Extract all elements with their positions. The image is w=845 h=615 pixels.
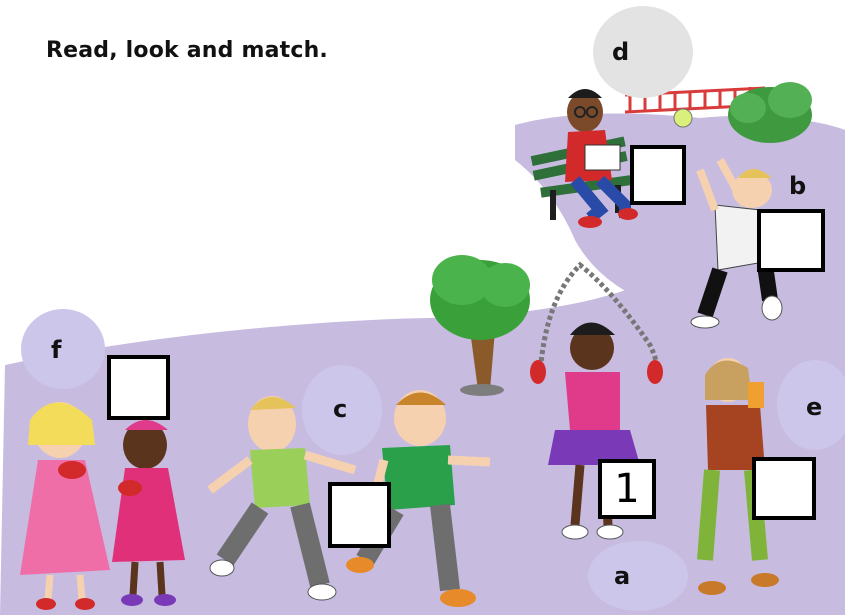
- bush-icon: [728, 82, 812, 143]
- label-d: d: [612, 38, 630, 66]
- answer-box-a[interactable]: 1: [598, 459, 656, 519]
- answer-box-c[interactable]: [328, 482, 391, 548]
- label-e: e: [806, 393, 823, 421]
- answer-box-b[interactable]: [757, 209, 825, 272]
- label-b: b: [789, 172, 807, 200]
- instruction-text: Read, look and match.: [46, 38, 328, 63]
- bubble-f: [21, 309, 105, 389]
- answer-box-d[interactable]: [630, 145, 686, 205]
- answer-box-f[interactable]: [107, 355, 170, 420]
- label-a: a: [614, 562, 631, 590]
- label-c: c: [333, 395, 348, 423]
- ball-icon: [674, 109, 692, 127]
- label-f: f: [51, 336, 62, 364]
- answer-box-e[interactable]: [752, 457, 816, 520]
- bubble-a: [588, 541, 688, 611]
- bubble-d: [593, 6, 693, 98]
